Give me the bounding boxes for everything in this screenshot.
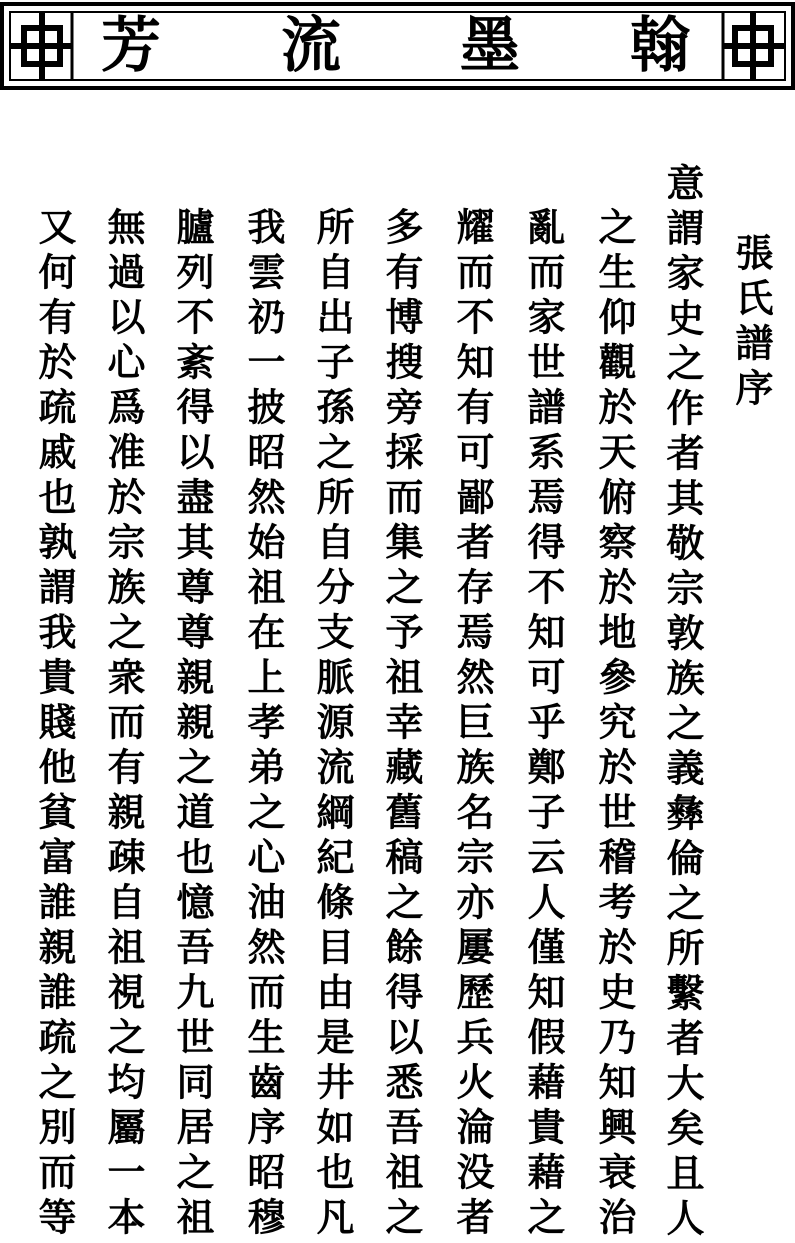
title-banner: [0, 0, 795, 90]
text-column-4: 耀而不知有可鄙者存焉然巨族名宗亦屢歷兵火淪没者: [450, 207, 495, 1242]
text-column-5: 多有博搜旁採而集之予祖幸藏舊稿之餘得以悉吾祖之: [379, 207, 424, 1242]
text-column-2: 之生仰觀於天俯察於地參究於世稽考於史乃知興衰治: [592, 207, 637, 1242]
preface-heading: 張氏譜序: [729, 233, 774, 413]
text-column-1: 意謂家史之作者其敬宗敦族之義彝倫之所繫者大矣且人: [660, 163, 705, 1243]
text-column-9: 無過以心爲准於宗族之衆而有親疎自祖視之均屬一本: [101, 207, 146, 1242]
text-column-6: 所自出子孫之所自分支脈源流綱紀條目由是井如也凡: [310, 207, 355, 1242]
banner-char-3: 墨: [460, 11, 520, 81]
banner-char-1: 芳: [101, 11, 161, 81]
banner-char-2: 流: [281, 11, 341, 81]
text-column-3: 亂而家世譜系焉得不知可乎鄭子云人僅知假藉貴藉之: [521, 207, 566, 1242]
banner-char-4: 翰: [630, 11, 690, 81]
text-column-7: 我雲礽一披昭然始祖在上孝弟之心油然而生齒序昭穆: [241, 207, 286, 1242]
text-column-8: 臚列不紊得以盡其尊尊親親之道也憶吾九世同居之祖: [170, 207, 215, 1242]
text-column-10: 又何有於疏戚也孰謂我貴賤他貧富誰親誰疏之別而等: [32, 207, 77, 1242]
